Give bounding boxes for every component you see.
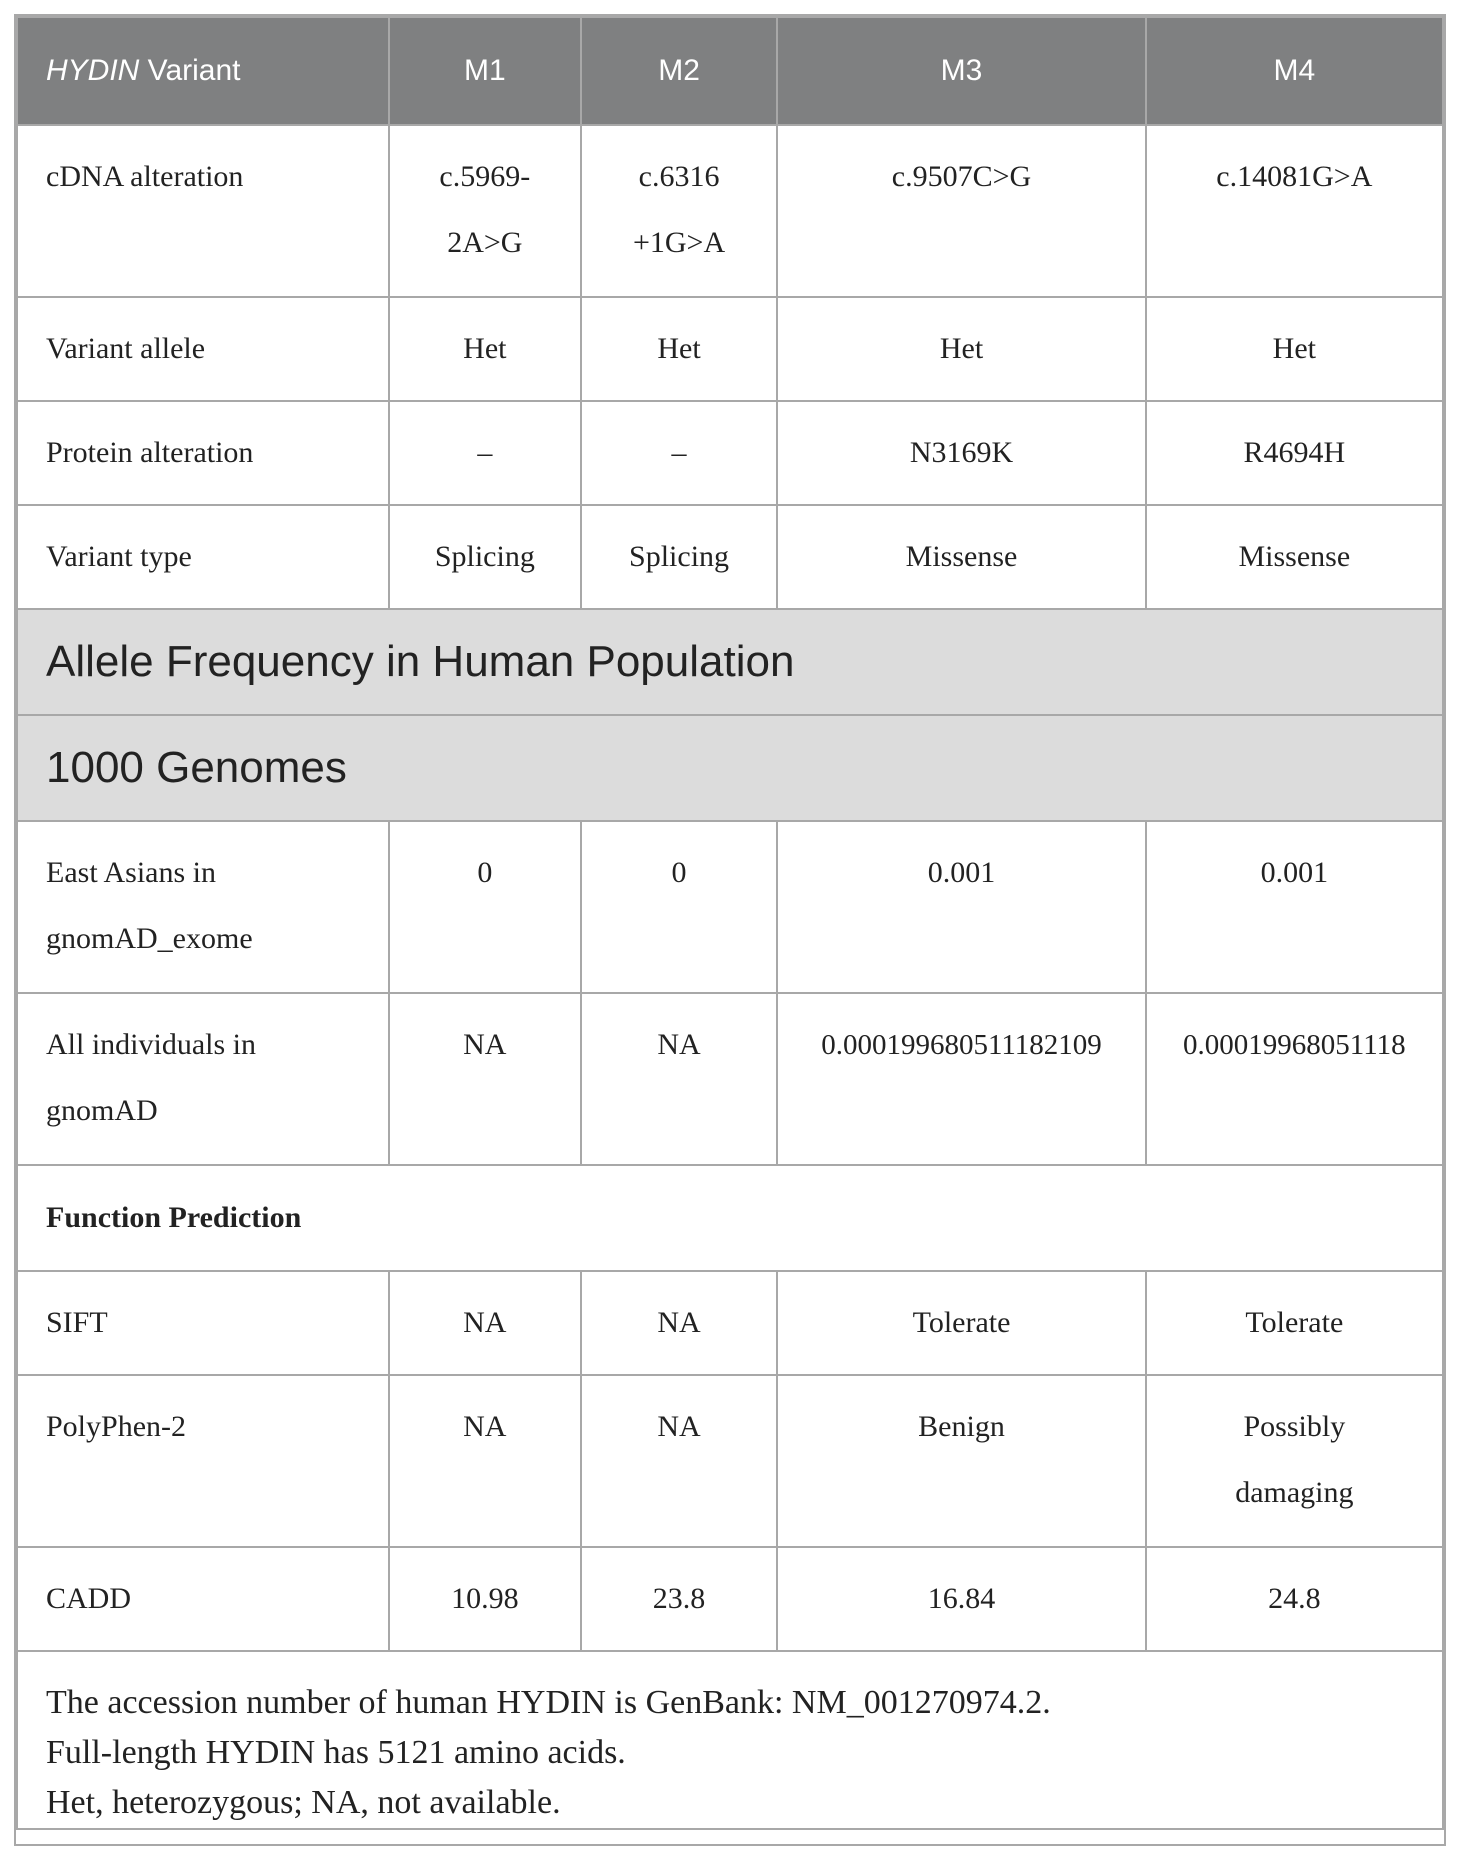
cell-m1: NA: [389, 1375, 581, 1547]
footnote-length: Full-length HYDIN has 5121 amino acids.: [46, 1734, 626, 1771]
header-m2: M2: [581, 17, 778, 125]
row-allele: [17, 297, 1443, 401]
row-label: East Asians in gnomAD_exome: [17, 821, 389, 993]
row-label: cDNA alteration: [17, 125, 389, 297]
cell-m1: NA: [389, 1271, 581, 1375]
cell-m1: Het: [389, 297, 581, 401]
cell-m1: –: [389, 401, 581, 505]
row-label: CADD: [17, 1547, 389, 1651]
section-1000-genomes: [17, 715, 1443, 821]
row-label: PolyPhen-2: [17, 1375, 389, 1547]
row-polyphen: [17, 1375, 1443, 1547]
cell-m1: 10.98: [389, 1547, 581, 1651]
cell-m1: Splicing: [389, 505, 581, 609]
cell-m2: Het: [581, 297, 778, 401]
cell-m3: 0.000199680511182109: [777, 993, 1145, 1165]
cell-m3: 0.001: [777, 821, 1145, 993]
section-function-prediction: [17, 1165, 1443, 1271]
section-title: Function Prediction: [17, 1165, 1443, 1271]
cell-m2: 0: [581, 821, 778, 993]
row-cadd: [17, 1547, 1443, 1651]
cell-m4: 24.8: [1146, 1547, 1443, 1651]
header-m1: M1: [389, 17, 581, 125]
section-title: 1000 Genomes: [17, 715, 1443, 821]
cell-m2: –: [581, 401, 778, 505]
cell-m4: 0.001: [1146, 821, 1443, 993]
cell-m3: Het: [777, 297, 1145, 401]
gene-name: HYDIN: [46, 54, 140, 87]
variant-table: [16, 16, 1444, 1830]
cell-m2: Splicing: [581, 505, 778, 609]
row-type: [17, 505, 1443, 609]
row-label: All individuals in gnomAD: [17, 993, 389, 1165]
cell-m2: 23.8: [581, 1547, 778, 1651]
cell-m1: 0: [389, 821, 581, 993]
footnote-accession: The accession number of human HYDIN is GenBank: NM_001270974.2.: [46, 1684, 1051, 1721]
cell-m4: Missense: [1146, 505, 1443, 609]
cell-m4: Possibly damaging: [1146, 1375, 1443, 1547]
row-label: Variant allele: [17, 297, 389, 401]
row-east-asians: [17, 821, 1443, 993]
header-m3: M3: [777, 17, 1145, 125]
cell-m4: c.14081G>A: [1146, 125, 1443, 297]
cell-m3: N3169K: [777, 401, 1145, 505]
table-footnotes: [17, 1651, 1443, 1829]
cell-m4: 0.00019968051118: [1146, 993, 1443, 1165]
cell-m3: Tolerate: [777, 1271, 1145, 1375]
cell-m2: NA: [581, 1375, 778, 1547]
row-cdna: [17, 125, 1443, 297]
cell-m1: c.5969-2A>G: [389, 125, 581, 297]
cell-m3: Benign: [777, 1375, 1145, 1547]
cell-m3: 16.84: [777, 1547, 1145, 1651]
row-sift: [17, 1271, 1443, 1375]
header-row: [17, 17, 1443, 125]
cell-m2: c.6316 +1G>A: [581, 125, 778, 297]
footnotes-cell: [17, 1651, 1443, 1829]
header-m4: M4: [1146, 17, 1443, 125]
row-all-individuals: [17, 993, 1443, 1165]
section-allele-frequency: [17, 609, 1443, 715]
cell-m4: R4694H: [1146, 401, 1443, 505]
cell-m4: Het: [1146, 297, 1443, 401]
row-label: Variant type: [17, 505, 389, 609]
cell-m4: Tolerate: [1146, 1271, 1443, 1375]
row-label: Protein alteration: [17, 401, 389, 505]
section-title: Allele Frequency in Human Population: [17, 609, 1443, 715]
variant-table-container: [14, 14, 1446, 1846]
footnote-abbreviations: Het, heterozygous; NA, not available.: [46, 1784, 561, 1821]
row-label: SIFT: [17, 1271, 389, 1375]
cell-m3: Missense: [777, 505, 1145, 609]
row-protein: [17, 401, 1443, 505]
header-variant: HYDIN Variant: [17, 17, 389, 125]
cell-m2: NA: [581, 993, 778, 1165]
cell-m2: NA: [581, 1271, 778, 1375]
cell-m1: NA: [389, 993, 581, 1165]
cell-m3: c.9507C>G: [777, 125, 1145, 297]
